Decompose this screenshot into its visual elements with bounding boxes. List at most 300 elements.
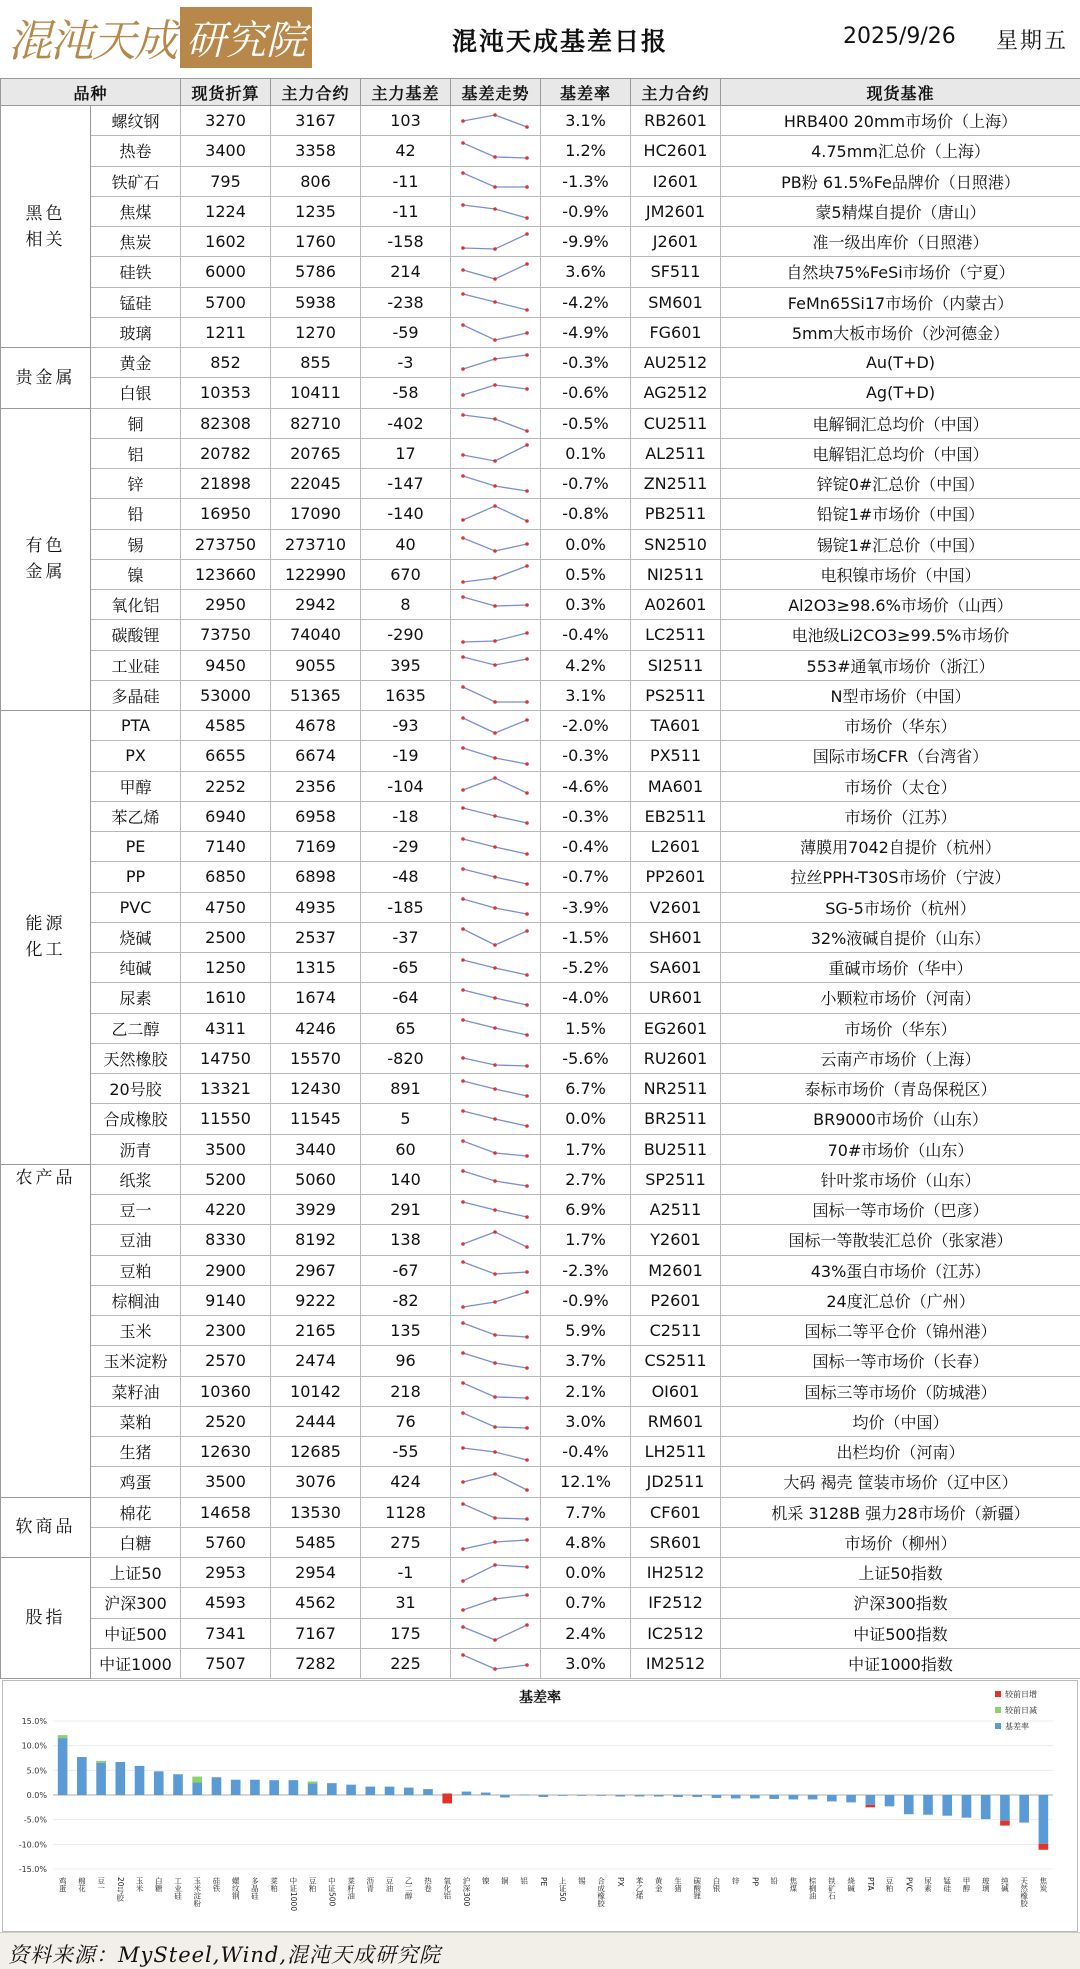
main-contract-code: Y2601 xyxy=(631,1225,721,1255)
sparkline-point xyxy=(525,1065,529,1069)
basis-trend xyxy=(451,741,541,771)
x-tick-label: 热卷 xyxy=(423,1876,432,1893)
basis-trend xyxy=(451,1104,541,1134)
spot-benchmark: 43%蛋白市场价（江苏） xyxy=(721,1255,1080,1285)
basis-trend xyxy=(451,559,541,589)
spot-benchmark: 市场价（柳州） xyxy=(721,1527,1080,1557)
sparkline xyxy=(455,168,537,194)
table-row xyxy=(1,892,1080,922)
spot-value: 16950 xyxy=(181,499,271,529)
variety-name: 氧化铝 xyxy=(91,590,181,620)
variety-name: 棕榈油 xyxy=(91,1285,181,1315)
spot-value: 10353 xyxy=(181,378,271,408)
variety-name: 铜 xyxy=(91,408,181,438)
spot-value: 12630 xyxy=(181,1437,271,1467)
main-contract-price: 1315 xyxy=(271,953,361,983)
x-tick-label: 锰硅 xyxy=(942,1876,951,1893)
bar xyxy=(58,1735,68,1795)
legend-swatch xyxy=(995,1723,1001,1729)
main-contract-price: 4678 xyxy=(271,711,361,741)
x-tick-label: 豆粕 xyxy=(308,1877,317,1894)
table-row xyxy=(1,1376,1080,1406)
sparkline-point xyxy=(493,906,497,910)
bar xyxy=(808,1795,818,1799)
spot-value: 4750 xyxy=(181,892,271,922)
sparkline-point xyxy=(493,845,497,849)
variety-name: PX xyxy=(91,741,181,771)
x-tick-label: 碳酸锂 xyxy=(692,1876,701,1900)
main-basis: -158 xyxy=(361,227,451,257)
spot-value: 6940 xyxy=(181,801,271,831)
main-contract-price: 1674 xyxy=(271,983,361,1013)
main-basis: -290 xyxy=(361,620,451,650)
main-contract-price: 5786 xyxy=(271,257,361,287)
spot-benchmark: N型市场价（中国） xyxy=(721,680,1080,710)
spot-value: 1250 xyxy=(181,953,271,983)
main-contract-price: 4246 xyxy=(271,1013,361,1043)
sparkline-point xyxy=(493,1151,497,1155)
bar xyxy=(404,1788,414,1795)
table-row xyxy=(1,953,1080,983)
spot-value: 7140 xyxy=(181,832,271,862)
x-tick-label: 菜籽油 xyxy=(346,1876,355,1901)
bar xyxy=(1019,1795,1029,1823)
table-row xyxy=(1,1316,1080,1346)
main-contract-price: 2165 xyxy=(271,1316,361,1346)
sparkline-point xyxy=(461,141,465,145)
main-basis: -55 xyxy=(361,1437,451,1467)
sparkline-point xyxy=(525,1124,529,1128)
spot-value: 3400 xyxy=(181,136,271,166)
x-tick-label: PP xyxy=(750,1877,759,1887)
basis-rate: 3.0% xyxy=(541,1406,631,1436)
table-row xyxy=(1,1558,1080,1588)
legend-label: 较前日增 xyxy=(1005,1689,1037,1699)
sparkline-point xyxy=(461,518,465,522)
basis-trend xyxy=(451,892,541,922)
sparkline-point xyxy=(493,701,497,705)
category-label: 有色 金属 xyxy=(1,408,91,711)
basis-trend xyxy=(451,136,541,166)
variety-name: PVC xyxy=(91,892,181,922)
sparkline xyxy=(455,682,537,708)
variety-name: 豆一 xyxy=(91,1195,181,1225)
sparkline xyxy=(455,471,537,497)
sparkline-point xyxy=(493,1426,497,1430)
main-contract-code: FG601 xyxy=(631,317,721,347)
sparkline-point xyxy=(525,1664,529,1668)
table-row xyxy=(1,832,1080,862)
bar xyxy=(673,1795,683,1797)
main-contract-code: L2601 xyxy=(631,832,721,862)
main-contract-price: 17090 xyxy=(271,499,361,529)
sparkline-point xyxy=(461,1351,465,1355)
sparkline-point xyxy=(525,1245,529,1249)
x-tick-label: 白糖 xyxy=(154,1876,163,1894)
sparkline-point xyxy=(493,247,497,251)
spot-value: 7341 xyxy=(181,1618,271,1648)
x-tick-label: 铅 xyxy=(769,1876,778,1886)
sparkline-line xyxy=(463,1655,527,1669)
bar xyxy=(481,1793,491,1795)
sparkline-point xyxy=(493,1230,497,1234)
main-basis: 138 xyxy=(361,1225,451,1255)
sparkline-point xyxy=(493,1208,497,1212)
main-contract-code: AU2512 xyxy=(631,348,721,378)
spot-benchmark: 电解铜汇总均价（中国） xyxy=(721,408,1080,438)
spot-value: 2570 xyxy=(181,1346,271,1376)
variety-name: 豆粕 xyxy=(91,1255,181,1285)
spot-benchmark: 553#通氧市场价（浙江） xyxy=(721,650,1080,680)
spot-benchmark: Au(T+D) xyxy=(721,348,1080,378)
spot-benchmark: 自然块75%FeSi市场价（宁夏） xyxy=(721,257,1080,287)
sparkline xyxy=(455,319,537,345)
y-tick-label: 5.0% xyxy=(27,1766,48,1775)
spot-value: 3500 xyxy=(181,1134,271,1164)
main-contract-price: 22045 xyxy=(271,469,361,499)
table-row xyxy=(1,257,1080,287)
sparkline xyxy=(455,440,537,466)
table-row xyxy=(1,862,1080,892)
main-contract-code: MA601 xyxy=(631,771,721,801)
main-contract-code: AG2512 xyxy=(631,378,721,408)
spot-value: 6000 xyxy=(181,257,271,287)
sparkline xyxy=(455,894,537,920)
spot-value: 4585 xyxy=(181,711,271,741)
table-row xyxy=(1,136,1080,166)
main-contract-price: 2356 xyxy=(271,771,361,801)
spot-benchmark: Al2O3≥98.6%市场价（山西） xyxy=(721,590,1080,620)
report-date: 2025/9/26 xyxy=(843,24,956,49)
sparkline-point xyxy=(525,882,529,886)
sparkline-point xyxy=(493,604,497,608)
basis-trend xyxy=(451,801,541,831)
table-row xyxy=(1,1648,1080,1678)
basis-trend xyxy=(451,378,541,408)
category-label: 贵金属 xyxy=(1,348,91,409)
main-basis: -147 xyxy=(361,469,451,499)
main-contract-price: 5060 xyxy=(271,1164,361,1194)
basis-rate: -9.9% xyxy=(541,227,631,257)
basis-rate: -4.0% xyxy=(541,983,631,1013)
category-label: 软商品 xyxy=(1,1497,91,1558)
table-row xyxy=(1,711,1080,741)
main-basis: 60 xyxy=(361,1134,451,1164)
main-contract-code: CU2511 xyxy=(631,408,721,438)
bar xyxy=(327,1783,337,1795)
sparkline xyxy=(455,924,537,950)
x-tick-label: 豆粕 xyxy=(885,1877,894,1894)
spot-benchmark: 电解铝汇总均价（中国） xyxy=(721,438,1080,468)
basis-trend xyxy=(451,408,541,438)
basis-trend xyxy=(451,1618,541,1648)
sparkline-point xyxy=(461,1018,465,1022)
basis-trend xyxy=(451,257,541,287)
basis-rate: 2.1% xyxy=(541,1376,631,1406)
variety-name: 白银 xyxy=(91,378,181,408)
main-contract-price: 51365 xyxy=(271,680,361,710)
brand-logo xyxy=(8,6,312,68)
x-tick-label: 菜粕 xyxy=(269,1876,278,1894)
main-basis: 140 xyxy=(361,1164,451,1194)
main-contract-code: P2601 xyxy=(631,1285,721,1315)
sparkline-point xyxy=(525,1539,529,1543)
main-basis: 424 xyxy=(361,1467,451,1497)
x-tick-label: 铝 xyxy=(519,1876,528,1886)
sparkline xyxy=(455,229,537,255)
bar xyxy=(77,1757,87,1795)
sparkline xyxy=(455,350,537,376)
sparkline xyxy=(455,955,537,981)
sparkline-line xyxy=(463,355,527,369)
sparkline-point xyxy=(525,232,529,236)
report-header xyxy=(0,0,1080,80)
sparkline-point xyxy=(461,1260,465,1264)
bar xyxy=(692,1795,702,1797)
sparkline-point xyxy=(525,1003,529,1007)
basis-rate: 0.0% xyxy=(541,529,631,559)
bar xyxy=(962,1795,972,1818)
main-basis: -11 xyxy=(361,196,451,226)
sparkline-point xyxy=(493,996,497,1000)
x-tick-label: 玉米 xyxy=(135,1877,144,1894)
table-row xyxy=(1,469,1080,499)
main-basis: 225 xyxy=(361,1648,451,1678)
main-basis: -402 xyxy=(361,408,451,438)
sparkline-line xyxy=(463,264,527,279)
sparkline-point xyxy=(525,542,529,546)
sparkline xyxy=(455,864,537,890)
main-contract-price: 2444 xyxy=(271,1406,361,1436)
basis-trend xyxy=(451,983,541,1013)
x-tick-label: 螺纹钢 xyxy=(231,1876,240,1901)
basis-rate-chart xyxy=(2,1680,1078,1932)
bar-change xyxy=(308,1782,318,1784)
sparkline xyxy=(455,803,537,829)
spot-value: 5200 xyxy=(181,1164,271,1194)
spot-value: 9450 xyxy=(181,650,271,680)
sparkline-point xyxy=(525,519,529,523)
basis-trend xyxy=(451,227,541,257)
bar xyxy=(616,1795,626,1796)
sparkline-point xyxy=(525,1335,529,1339)
x-tick-label: 氧化铝 xyxy=(442,1876,451,1901)
sparkline-point xyxy=(461,536,465,540)
spot-value: 5760 xyxy=(181,1527,271,1557)
variety-name: PP xyxy=(91,862,181,892)
main-basis: 8 xyxy=(361,590,451,620)
bar xyxy=(635,1795,645,1796)
bar xyxy=(942,1795,952,1816)
main-contract-code: EB2511 xyxy=(631,801,721,831)
main-basis: 76 xyxy=(361,1406,451,1436)
main-contract-code: UR601 xyxy=(631,983,721,1013)
basis-trend xyxy=(451,1134,541,1164)
x-tick-label: 中证1000 xyxy=(289,1876,298,1912)
sparkline-point xyxy=(461,595,465,599)
main-basis: 42 xyxy=(361,136,451,166)
sparkline-point xyxy=(493,1064,497,1068)
sparkline xyxy=(455,1045,537,1071)
spot-benchmark: 国标一等散装汇总价（张家港） xyxy=(721,1225,1080,1255)
main-contract-price: 6958 xyxy=(271,801,361,831)
sparkline-line xyxy=(463,1232,527,1247)
variety-name: 上证50 xyxy=(91,1558,181,1588)
sparkline-point xyxy=(461,1548,465,1552)
spot-benchmark: 蒙5精煤自提价（唐山） xyxy=(721,196,1080,226)
sparkline-point xyxy=(525,429,529,433)
basis-trend xyxy=(451,1588,541,1618)
table-row xyxy=(1,1043,1080,1073)
table-row xyxy=(1,529,1080,559)
main-contract-price: 7167 xyxy=(271,1618,361,1648)
basis-rate: 2.4% xyxy=(541,1618,631,1648)
category-label: 能源 化工 xyxy=(1,711,91,1165)
spot-benchmark: HRB400 20mm市场价（上海） xyxy=(721,106,1080,136)
spot-value: 21898 xyxy=(181,469,271,499)
spot-value: 2520 xyxy=(181,1406,271,1436)
x-tick-label: 生猪 xyxy=(673,1876,682,1893)
table-row xyxy=(1,1164,1080,1194)
sparkline-point xyxy=(525,631,529,635)
main-contract-code: NR2511 xyxy=(631,1074,721,1104)
sparkline-line xyxy=(463,1171,527,1186)
sparkline xyxy=(455,531,537,557)
main-basis: 214 xyxy=(361,257,451,287)
sparkline-point xyxy=(461,867,465,871)
sparkline-point xyxy=(493,663,497,667)
main-contract-price: 855 xyxy=(271,348,361,378)
sparkline xyxy=(455,834,537,860)
basis-trend xyxy=(451,1043,541,1073)
basis-rate: -0.4% xyxy=(541,832,631,862)
y-tick-label: -10.0% xyxy=(19,1840,48,1849)
sparkline-point xyxy=(461,1306,465,1310)
table-row xyxy=(1,922,1080,952)
basis-rate: 3.0% xyxy=(541,1648,631,1678)
spot-benchmark: 电池级Li2CO3≥99.5%市场价 xyxy=(721,620,1080,650)
main-basis: 1128 xyxy=(361,1497,451,1527)
main-contract-price: 1270 xyxy=(271,317,361,347)
sparkline xyxy=(455,1408,537,1434)
x-tick-label: 苯乙烯 xyxy=(635,1876,644,1901)
sparkline xyxy=(455,1590,537,1616)
sparkline-point xyxy=(461,928,465,932)
basis-trend xyxy=(451,348,541,378)
variety-name: 中证500 xyxy=(91,1618,181,1648)
sparkline-point xyxy=(525,262,529,266)
main-contract-code: JD2511 xyxy=(631,1467,721,1497)
bar xyxy=(173,1774,183,1795)
x-tick-label: 黄金 xyxy=(654,1876,663,1893)
basis-table xyxy=(0,78,1080,1679)
main-contract-code: J2601 xyxy=(631,227,721,257)
spot-benchmark: 电积镍市场价（中国） xyxy=(721,559,1080,589)
sparkline-point xyxy=(525,489,529,493)
sparkline-point xyxy=(525,1458,529,1462)
sparkline xyxy=(455,259,537,285)
main-contract-code: BU2511 xyxy=(631,1134,721,1164)
main-basis: -140 xyxy=(361,499,451,529)
main-contract-price: 3076 xyxy=(271,1467,361,1497)
basis-trend xyxy=(451,287,541,317)
spot-benchmark: 针叶浆市场价（山东） xyxy=(721,1164,1080,1194)
table-row xyxy=(1,1618,1080,1648)
sparkline-point xyxy=(493,1180,497,1184)
bar-change xyxy=(58,1735,68,1738)
bar xyxy=(981,1795,991,1819)
spot-benchmark: 重碱市场价（华中） xyxy=(721,953,1080,983)
main-contract-price: 9055 xyxy=(271,650,361,680)
main-contract-code: SA601 xyxy=(631,953,721,983)
table-row xyxy=(1,499,1080,529)
x-tick-label: PTA xyxy=(866,1877,875,1892)
table-row xyxy=(1,1527,1080,1557)
table-row xyxy=(1,227,1080,257)
main-basis: -1 xyxy=(361,1558,451,1588)
basis-rate: 3.7% xyxy=(541,1346,631,1376)
main-basis: 135 xyxy=(361,1316,451,1346)
sparkline-point xyxy=(525,1517,529,1521)
sparkline xyxy=(455,652,537,678)
table-row xyxy=(1,1437,1080,1467)
bar-change xyxy=(1000,1821,1010,1826)
main-contract-price: 74040 xyxy=(271,620,361,650)
bar xyxy=(366,1787,376,1795)
sparkline-point xyxy=(493,1472,497,1476)
x-tick-label: 多晶硅 xyxy=(250,1876,259,1900)
sparkline-point xyxy=(493,815,497,819)
col-header-basis-trend: 基差走势 xyxy=(451,79,541,106)
basis-rate: -0.6% xyxy=(541,378,631,408)
spot-value: 7507 xyxy=(181,1648,271,1678)
sparkline xyxy=(455,1529,537,1555)
sparkline-point xyxy=(461,807,465,811)
sparkline-point xyxy=(525,1033,529,1037)
sparkline-point xyxy=(461,119,465,123)
col-header-spot: 现货折算 xyxy=(181,79,271,106)
spot-benchmark: 市场价（江苏） xyxy=(721,801,1080,831)
bar xyxy=(154,1771,164,1795)
sparkline-point xyxy=(493,383,497,387)
sparkline xyxy=(455,1650,537,1676)
table-header-row xyxy=(1,79,1080,106)
basis-trend xyxy=(451,1527,541,1557)
basis-trend xyxy=(451,1497,541,1527)
main-contract-code: SP2511 xyxy=(631,1164,721,1194)
sparkline-point xyxy=(461,393,465,397)
basis-rate: -1.5% xyxy=(541,922,631,952)
basis-rate: -1.3% xyxy=(541,166,631,196)
bar xyxy=(231,1780,241,1795)
sparkline-point xyxy=(461,246,465,250)
main-basis: 17 xyxy=(361,438,451,468)
sparkline-point xyxy=(461,413,465,417)
main-contract-code: CS2511 xyxy=(631,1346,721,1376)
main-contract-code: I2601 xyxy=(631,166,721,196)
sparkline-point xyxy=(493,277,497,281)
table-row xyxy=(1,1104,1080,1134)
bar xyxy=(827,1795,837,1801)
spot-benchmark: 均价（中国） xyxy=(721,1406,1080,1436)
sparkline-point xyxy=(493,113,497,117)
spot-benchmark: 4.75mm汇总价（上海） xyxy=(721,136,1080,166)
basis-rate: -0.4% xyxy=(541,1437,631,1467)
bar xyxy=(904,1795,914,1814)
sparkline-point xyxy=(493,417,497,421)
main-contract-code: JM2601 xyxy=(631,196,721,226)
spot-benchmark: 出栏均价（河南） xyxy=(721,1437,1080,1467)
